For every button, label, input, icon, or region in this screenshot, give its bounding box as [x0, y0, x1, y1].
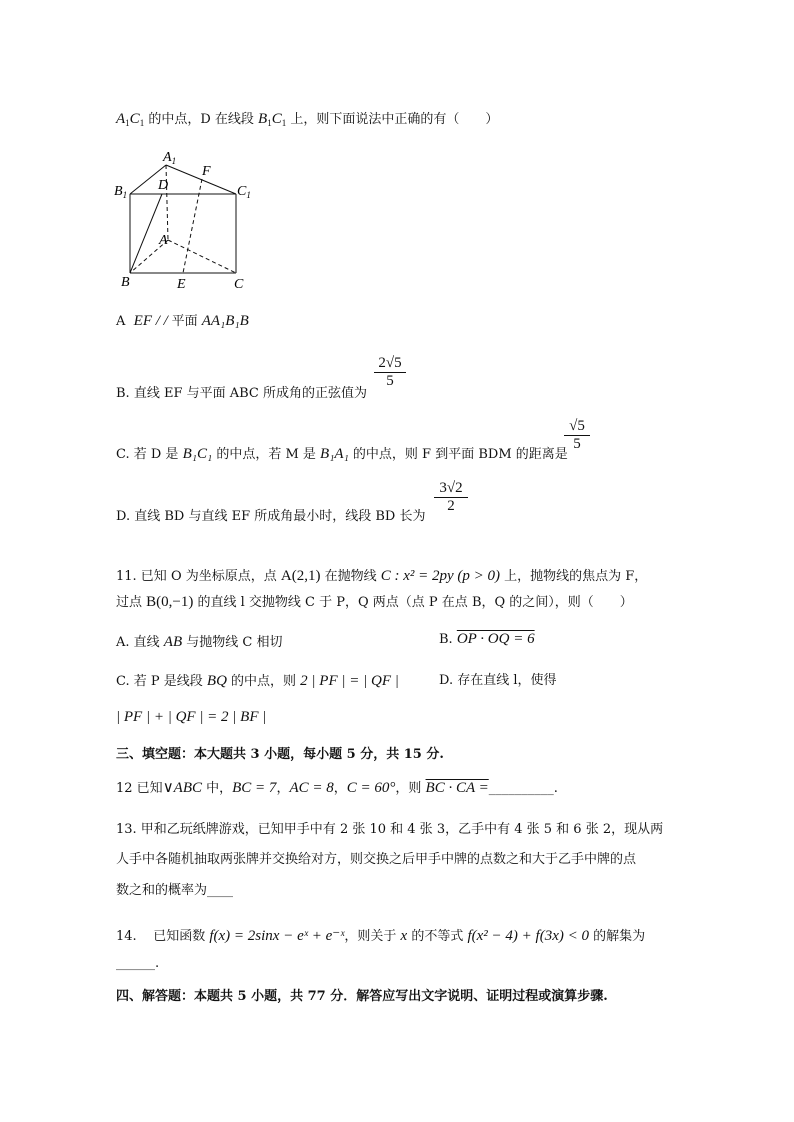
segment-b1c1: $B_1C_1$: [258, 111, 287, 128]
label-a1: $A_1$: [163, 150, 177, 166]
label-f: F: [202, 164, 211, 179]
edge-a1c1: [166, 165, 236, 194]
segment-ef: [183, 179, 202, 273]
q10-option-a: [116, 312, 249, 331]
intro-text-2: 上，则下面说法中正确的有（ ）: [286, 112, 499, 127]
q14-blank: ______.: [116, 956, 160, 971]
point-b: B(0,−1): [146, 594, 194, 610]
label-c: C: [234, 277, 244, 292]
q12-blank: __________.: [488, 781, 558, 796]
vector-bc-ca: BC · CA =: [425, 780, 489, 796]
q10-option-b: [116, 385, 367, 403]
option-c-fraction: $\frac{√5}{5}$: [564, 418, 590, 453]
q11-line-1: 11. 已知 O 为坐标原点，点 A(2,1) 在抛物线 C : x² = 2py (p > 0) 上，抛物线的焦点为 F，: [116, 568, 648, 584]
vector-dot-product: OP · OQ = 6: [456, 631, 535, 647]
q10-option-c: C. 若 D 是 B₁C₁ 的中点，若 M 是 B₁A₁ 的中点，则 F 到平面 BDM 的距离是: [116, 446, 568, 462]
section-4-heading: 四、解答题：本题共 5 小题，共 77 分．解答应写出文字说明、证明过程或演算步骤.: [116, 989, 608, 1004]
point-a: A(2,1): [280, 568, 321, 584]
label-c1: $C_1$: [237, 184, 251, 200]
option-d-fraction: $\frac{3√2}{2}$: [434, 480, 468, 515]
edge-ac: [168, 240, 236, 273]
label-a: A: [159, 233, 168, 248]
segment-b1c1-c: B₁C₁: [182, 446, 213, 462]
label-b: B: [121, 275, 130, 290]
q11-option-a: A. 直线 AB 与抛物线 C 相切: [116, 634, 283, 650]
label-e: E: [177, 277, 186, 292]
q13-line-2: 人手中各随机抽取两张牌并交换给对方，则交换之后甲手中牌的点数之和大于乙手中牌的点: [116, 852, 637, 867]
segment-a1c1: $A_1C_1$: [116, 111, 145, 128]
intro-text-1: 的中点，D 在线段: [144, 112, 259, 127]
option-a-text: 平面: [171, 314, 202, 329]
intro-line: [116, 110, 498, 132]
section-3-heading: 三、填空题：本大题共 3 小题，每小题 5 分，共 15 分.: [116, 747, 444, 762]
option-b-fraction: $\frac{2√5}{5}$: [374, 355, 406, 390]
q11-option-d: D. 存在直线 l，使得: [439, 673, 557, 688]
parabola-equation: C : x² = 2py (p > 0): [380, 568, 501, 584]
label-d: D: [158, 178, 169, 193]
segment-bd: [130, 194, 162, 273]
option-b-text: B. 直线 EF 与平面 ABC 所成角的正弦值为: [116, 386, 367, 401]
option-a-plane: AA₁B₁B: [201, 313, 249, 329]
option-a-expr: EF / /: [133, 313, 172, 329]
edge-a1a: [166, 165, 168, 240]
q14-line: 14. 已知函数 f(x) = 2sinx − eˣ + e⁻ˣ，则关于 x 的不等式 f(x² − 4) + f(3x) < 0 的解集为: [116, 928, 646, 944]
q10-option-d: D. 直线 BD 与直线 EF 所成角最小时，线段 BD 长为: [116, 509, 426, 524]
function-definition: f(x) = 2sinx − eˣ + e⁻ˣ: [209, 928, 345, 944]
q11-option-c: C. 若 P 是线段 BQ 的中点，则 2 | PF | = | QF |: [116, 673, 399, 689]
segment-b1a1: B₁A₁: [320, 446, 349, 462]
inequality: f(x² − 4) + f(3x) < 0: [467, 928, 589, 944]
q13-line-1: 13. 甲和乙玩纸牌游戏，已知甲手中有 2 张 10 和 4 张 3，乙手中有 4 张 5 和 6 张 2，现从两: [116, 822, 664, 837]
label-b1: $B_1$: [114, 184, 128, 200]
q12-line: 12 已知∨ABC 中，BC = 7，AC = 8，C = 60°，则 BC · CA =__________.: [116, 780, 558, 796]
prism-figure: [110, 148, 280, 293]
q11-line-2: 过点 B(0,−1) 的直线 l 交抛物线 C 于 P，Q 两点（点 P 在点 B，Q 的之间），则（ ）: [116, 594, 633, 610]
q11-option-b: B. OP · OQ = 6: [439, 631, 535, 647]
q13-line-3: 数之和的概率为____: [116, 883, 234, 898]
option-a-prefix: A: [116, 314, 126, 329]
q11-option-d-expr: | PF | + | QF | = 2 | BF |: [116, 709, 267, 725]
